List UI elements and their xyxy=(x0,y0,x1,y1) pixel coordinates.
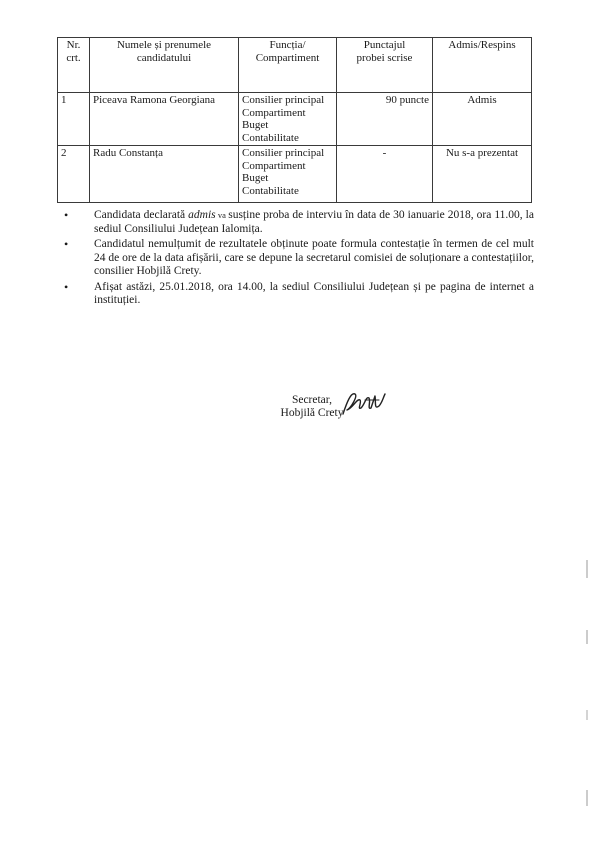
table-row xyxy=(58,146,532,203)
notes-list xyxy=(64,209,534,310)
header-punctaj xyxy=(337,38,433,93)
functia-line: Compartiment xyxy=(242,159,306,172)
functia-line: Contabilitate xyxy=(242,184,299,197)
note-text: Candidatul nemulțumit de rezultatele obținute poate formula contestație în termen de cel mult 24 de ore de la data afișării, care se depune la secretarul comisiei de soluționare a contestațiilor, consilier Hobjilă Crety. xyxy=(94,238,534,277)
header-functia xyxy=(239,38,337,93)
cell-rezultat: Nu s-a prezentat xyxy=(433,146,532,203)
cell-nr: 1 xyxy=(58,93,90,146)
functia-line: Consilier principal xyxy=(242,147,325,159)
signature-name: Hobjilă Crety xyxy=(280,407,344,419)
header-nume xyxy=(90,38,239,93)
header-functia-line1: Funcția/ xyxy=(269,39,306,51)
note-text: Candidata declarată xyxy=(94,209,189,221)
cell-functia xyxy=(239,93,337,146)
scan-edge-marks xyxy=(584,560,590,820)
header-nume-line2: candidatului xyxy=(136,51,192,64)
functia-line: Contabilitate xyxy=(242,131,299,144)
note-emphasis: admis xyxy=(188,209,216,221)
cell-functia xyxy=(239,146,337,203)
header-punctaj-line2: probei scrise xyxy=(356,51,413,64)
header-functia-line2: Compartiment xyxy=(255,51,320,64)
signature-role: Secretar, xyxy=(291,394,333,406)
functia-line: Buget xyxy=(242,119,269,131)
header-nr-line2: crt. xyxy=(66,51,81,64)
table-row xyxy=(58,93,532,146)
note-text: Afișat astăzi, 25.01.2018, ora 14.00, la sediul Consiliului Județean și pe pagina de internet a instituției. xyxy=(94,280,534,306)
bullet-icon: • xyxy=(64,208,69,222)
handwritten-signature xyxy=(339,388,389,418)
header-nr-line1: Nr. xyxy=(66,39,81,51)
note-afisat xyxy=(64,281,534,308)
header-nr xyxy=(58,38,90,93)
cell-nume: Piceava Ramona Georgiana xyxy=(90,93,239,146)
note-contestatie xyxy=(64,238,534,279)
results-table xyxy=(57,37,532,203)
cell-nr: 2 xyxy=(58,146,90,203)
functia-line: Buget xyxy=(242,172,269,184)
cell-punctaj: 90 puncte xyxy=(337,93,433,146)
note-small-text: va xyxy=(215,210,229,220)
cell-nume: Radu Constanța xyxy=(90,146,239,203)
cell-rezultat: Admis xyxy=(433,93,532,146)
note-interview xyxy=(64,209,534,236)
header-rezultat: Admis/Respins xyxy=(433,38,532,93)
header-nume-line1: Numele și prenumele xyxy=(116,39,212,51)
functia-line: Consilier principal xyxy=(242,94,325,106)
bullet-icon: • xyxy=(64,279,69,294)
note-text: susține proba de interviu în data de 30 ianuarie 2018, ora 11.00, la sediul Consiliului Județean Ialomița. xyxy=(94,209,534,235)
table-header-row xyxy=(58,38,532,93)
cell-punctaj: - xyxy=(337,146,433,203)
header-punctaj-line1: Punctajul xyxy=(363,39,406,51)
functia-line: Compartiment xyxy=(242,106,306,119)
bullet-icon: • xyxy=(64,237,69,251)
